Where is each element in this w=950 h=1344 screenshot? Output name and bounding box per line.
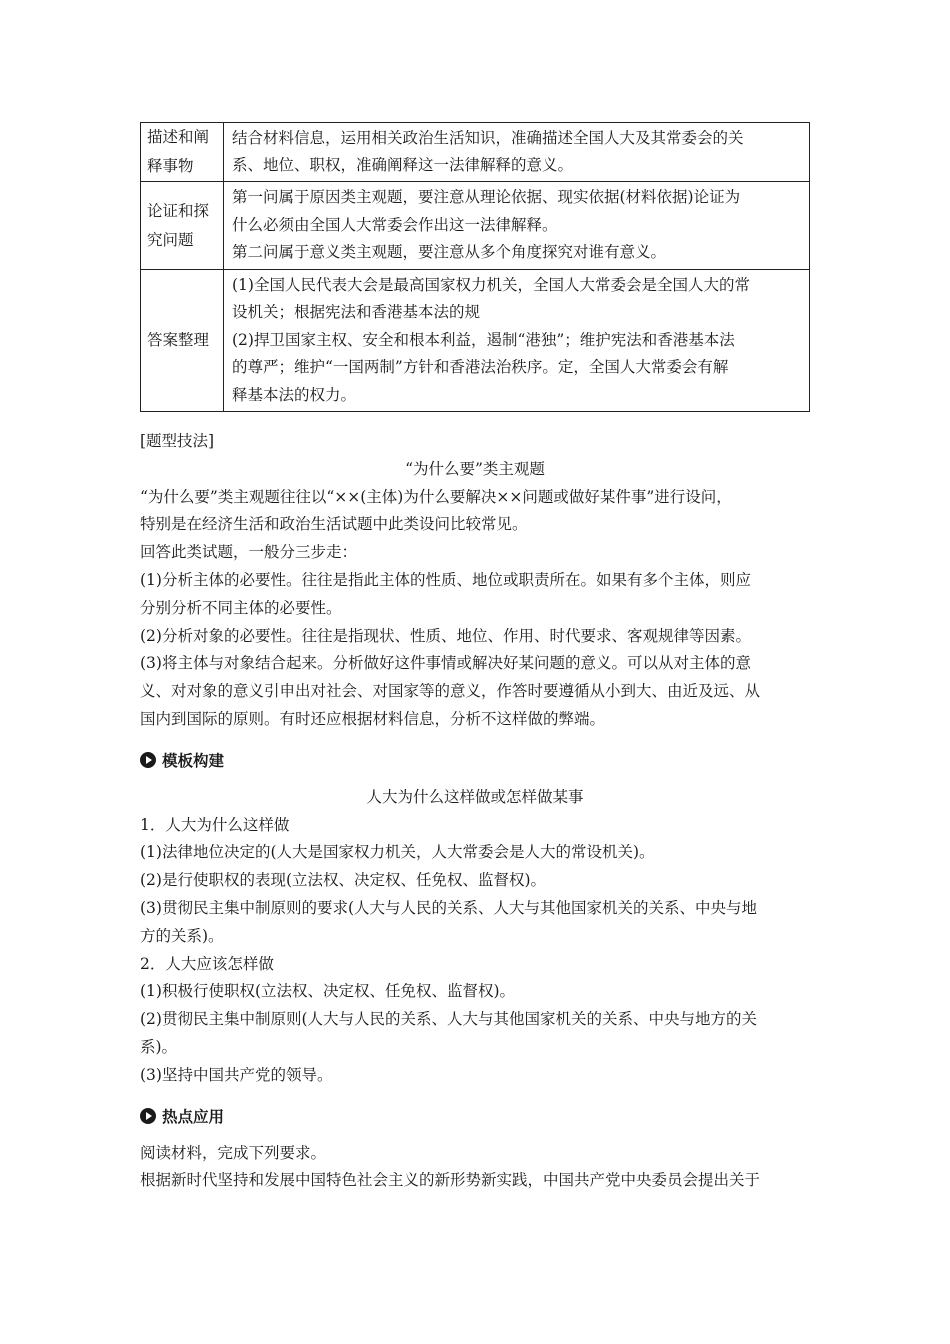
row-content-answer: (1)全国人民代表大会是最高国家权力机关，全国人大常委会是全国人大的常 设机关；根据宪法和香港基本法的规 (2)捍卫国家主权、安全和根本利益，遏制“港独”；维护宪法和香港基本法 的尊严；维护“一国两制”方针和香港法治秩序。定，全国人大常委会有解 释基本法的权力。 [224,270,810,412]
play-circle-icon [140,1108,156,1124]
paragraph-line: 系)。 [140,1037,178,1056]
technique-section [140,428,810,734]
paragraph-line: 特别是在经济生活和政治生活试题中此类设问比较常见。 [140,515,528,534]
paragraph-line: (3)贯彻民主集中制原则的要求(人大与人民的关系、人大与其他国家机关的关系、中央与地 [140,898,758,917]
technique-tag: [题型技法] [140,432,215,450]
paragraph-line: (3)坚持中国共产党的领导。 [140,1065,333,1084]
template-section [140,784,810,1090]
analysis-table [140,122,810,412]
paragraph-line: (2)分析对象的必要性。往往是指现状、性质、地位、作用、时代要求、客观规律等因素。 [140,626,751,645]
paragraph-line: (2)贯彻民主集中制原则(人大与人民的关系、人大与其他国家机关的关系、中央与地方的关 [140,1010,758,1029]
paragraph-line: 方的关系)。 [140,926,224,945]
row-label-answer: 答案整理 [141,270,224,412]
paragraph-line: 1．人大为什么这样做 [140,815,290,834]
table-row [141,123,810,182]
paragraph-line: 国内到国际的原则。有时还应根据材料信息，分析不这样做的弊端。 [140,709,606,728]
paragraph-line: 分别分析不同主体的必要性。 [140,598,342,617]
row-label-describe: 描述和阐 释事物 [141,123,224,182]
hot-section-heading: 热点应用 [140,1104,810,1128]
hot-section [140,1140,810,1196]
paragraph-line: 阅读材料，完成下列要求。 [140,1143,327,1162]
paragraph-line: (3)将主体与对象结合起来。分析做好这件事情或解决好某问题的意义。可以从对主体的意 [140,654,751,673]
paragraph-line: 义、对对象的意义引申出对社会、对国家等的意义，作答时要遵循从小到大、由近及远、从 [140,682,761,701]
row-content-argue: 第一问属于原因类主观题，要注意从理论依据、现实依据(材料依据)论证为 什么必须由全国人大常委会作出这一法律解释。 第二问属于意义类主观题，要注意从多个角度探究对谁有意义。 [224,182,810,270]
document-page [140,122,810,1195]
row-content-describe: 结合材料信息，运用相关政治生活知识，准确描述全国人大及其常委会的关 系、地位、职权，准确阐释这一法律解释的意义。 [224,123,810,182]
play-circle-icon [140,752,156,768]
paragraph-line: 回答此类试题，一般分三步走： [140,543,358,562]
template-title: 人大为什么这样做或怎样做某事 [366,787,584,806]
row-label-argue: 论证和探 究问题 [141,182,224,270]
paragraph-line: 2．人大应该怎样做 [140,954,274,973]
paragraph-line: “为什么要”类主观题往往以“××(主体)为什么要解决××问题或做好某件事”进行设问， [140,487,732,506]
template-section-heading: 模板构建 [140,748,810,772]
paragraph-line: 根据新时代坚持和发展中国特色社会主义的新形势新实践，中国共产党中央委员会提出关于 [140,1171,761,1190]
paragraph-line: (1)分析主体的必要性。往往是指此主体的性质、地位或职责所在。如果有多个主体，则应 [140,570,751,589]
table-row [141,270,810,412]
paragraph-line: (1)积极行使职权(立法权、决定权、任免权、监督权)。 [140,982,516,1001]
paragraph-line: (1)法律地位决定的(人大是国家权力机关，人大常委会是人大的常设机关)。 [140,843,655,862]
technique-title: “为什么要”类主观题 [405,459,545,478]
paragraph-line: (2)是行使职权的表现(立法权、决定权、任免权、监督权)。 [140,871,547,890]
table-row [141,182,810,270]
